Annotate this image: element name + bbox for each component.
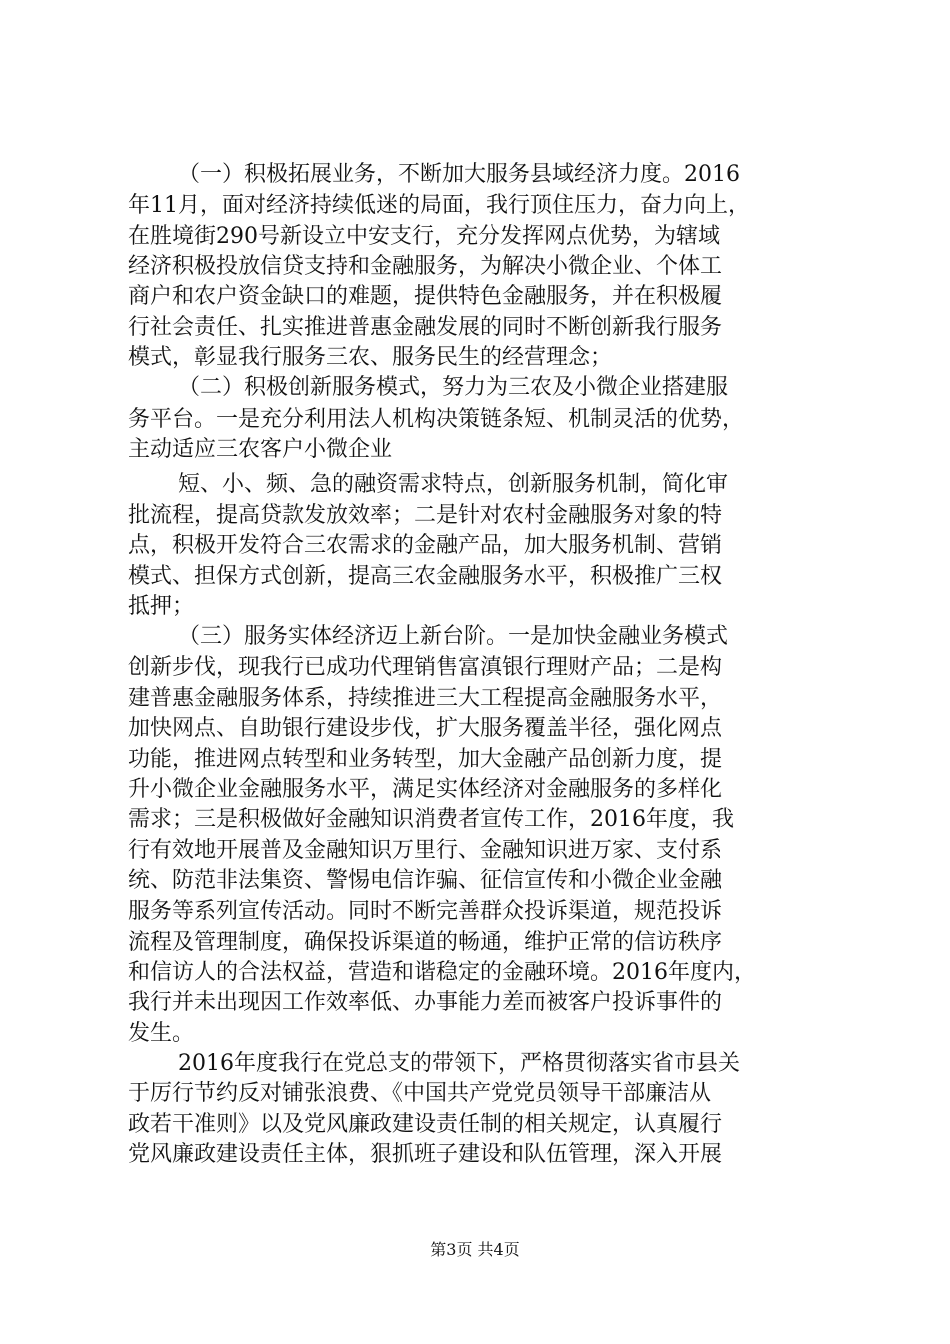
text-line: 年11月，面对经济持续低迷的局面，我行顶住压力，奋力向上， [128,193,750,218]
text-line: 务平台。一是充分利用法人机构决策链条短、机制灵活的优势， [128,407,745,432]
text-line: （三）服务实体经济迈上新台阶。一是加快金融业务模式 [178,624,729,649]
page-number: 第3页 共4页 [430,1240,520,1259]
text-line: 党风廉政建设责任主体，狠抓班子建设和队伍管理，深入开展 [128,1142,723,1167]
text-line: 点，积极开发符合三农需求的金融产品，加大服务机制、营销 [128,533,723,558]
text-line: 功能，推进网点转型和业务转型，加大金融产品创新力度，提 [128,747,723,772]
text-line: 主动适应三农客户小微企业 [128,437,393,462]
text-line: 升小微企业金融服务水平，满足实体经济对金融服务的多样化 [128,777,723,802]
text-line: 模式、担保方式创新，提高三农金融服务水平，积极推广三权 [128,564,723,589]
text-line: 需求；三是积极做好金融知识消费者宣传工作，2016年度，我 [128,807,734,832]
text-line: 和信访人的合法权益，营造和谐稳定的金融环境。2016年度内， [128,960,756,985]
text-line: 经济积极投放信贷支持和金融服务，为解决小微企业、个体工 [128,254,723,279]
text-line: 创新步伐，现我行已成功代理销售富滇银行理财产品；二是构 [128,655,723,680]
text-line: 发生。 [128,1021,195,1046]
text-line: 行社会责任、扎实推进普惠金融发展的同时不断创新我行服务 [128,315,723,340]
text-line: 短、小、频、急的融资需求特点，创新服务机制，简化审 [178,472,729,497]
text-line: 建普惠金融服务体系，持续推进三大工程提高金融服务水平， [128,686,723,711]
text-line: 统、防范非法集资、警惕电信诈骗、征信宣传和小微企业金融 [128,868,723,893]
text-line: 批流程，提高贷款发放效率；二是针对农村金融服务对象的特 [128,503,723,528]
text-line: 行有效地开展普及金融知识万里行、金融知识进万家、支付系 [128,838,723,863]
text-line: 我行并未出现因工作效率低、办事能力差而被客户投诉事件的 [128,990,723,1015]
text-line: 模式，彰显我行服务三农、服务民生的经营理念； [128,345,613,370]
text-line: 商户和农户资金缺口的难题，提供特色金融服务，并在积极履 [128,284,723,309]
text-line: 加快网点、自助银行建设步伐，扩大服务覆盖半径，强化网点 [128,716,723,741]
text-line: 流程及管理制度，确保投诉渠道的畅通，维护正常的信访秩序 [128,930,723,955]
text-line: （二）积极创新服务模式，努力为三农及小微企业搭建服 [178,375,729,400]
text-line: 2016年度我行在党总支的带领下，严格贯彻落实省市县关 [178,1051,740,1076]
text-line: 在胜境街290号新设立中安支行，充分发挥网点优势，为辖域 [128,224,720,249]
text-line: 抵押； [128,594,195,619]
text-line: 政若干准则》以及党风廉政建设责任制的相关规定，认真履行 [128,1112,723,1137]
text-line: （一）积极拓展业务，不断加大服务县域经济力度。2016 [178,162,740,187]
text-line: 于厉行节约反对铺张浪费、《中国共产党党员领导干部廉洁从 [128,1081,712,1106]
text-line: 服务等系列宣传活动。同时不断完善群众投诉渠道，规范投诉 [128,899,723,924]
